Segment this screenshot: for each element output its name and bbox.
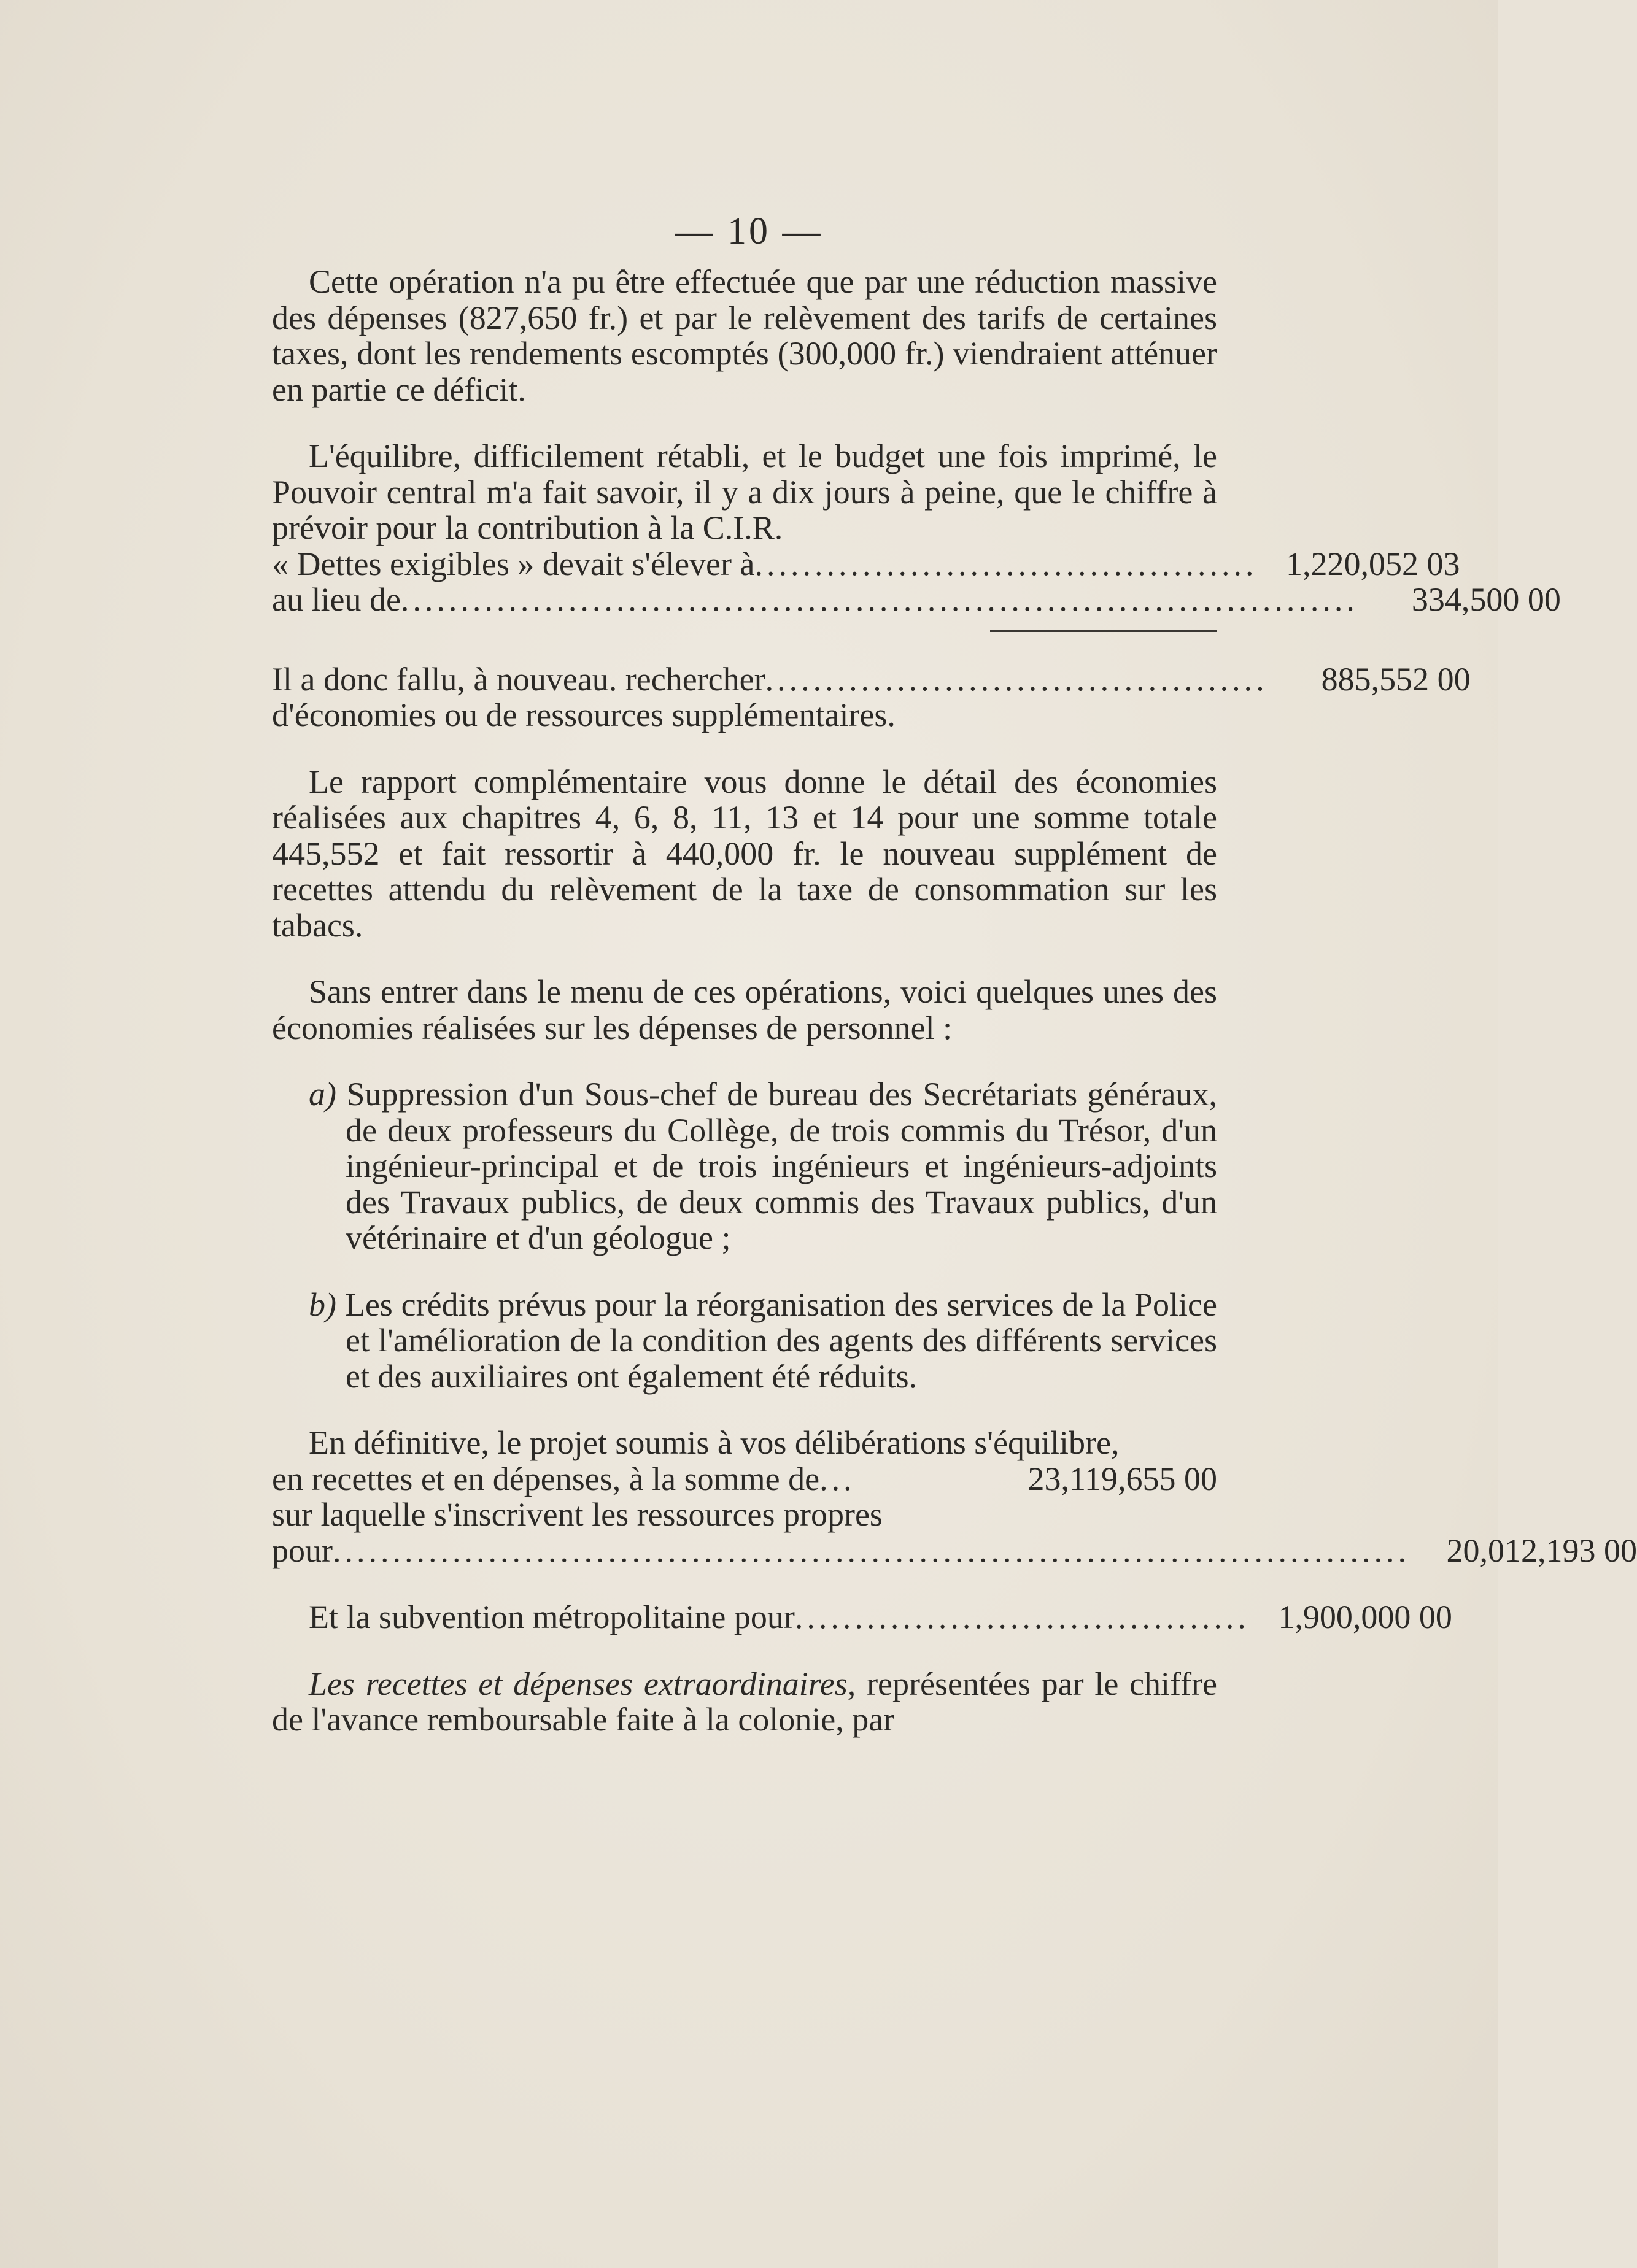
paragraph-sans-entrer: Sans entrer dans le menu de ces opérations, voici quelques unes des économies réalisées sur les dépenses de personnel : — [272, 973, 1217, 1046]
row-amount: 23,119,655 00 — [1027, 1460, 1217, 1497]
list-text-a: Suppression d'un Sous-chef de bureau des Secrétariats généraux, de deux professeurs du Collège, de trois commis du Trésor, d'un ingénieur-principal et de trois ingénieurs et ingénieurs-adjoints des Travaux publics, de deux commis des Travaux publics, d'un vétérinaire et d'un géologue ; — [346, 1076, 1217, 1256]
paragraph-rapport: Le rapport complémentaire vous donne le détail des économies réalisées aux chapitres 4, 6, 8, 11, 13 et 14 pour une somme totale 445,552 et fait ressortir à 440,000 fr. le nouveau supplément de recettes attendu du relèvement de la taxe de consommation sur les tabacs. — [272, 763, 1217, 944]
row-label: Et la subvention métropolitaine pour — [309, 1599, 795, 1635]
paragraph-extraordinaires-text: représentées par le chiffre de l'avance remboursable faite à la colonie, par — [272, 1665, 1217, 1738]
dot-leader: ... — [819, 1460, 856, 1497]
list-text-b: Les crédits prévus pour la réorganisation des services de la Police et l'amélioration de la condition des agents des différents services et des auxiliaires ont également été réduits. — [344, 1286, 1217, 1395]
row-amount: 334,500 00 — [1411, 581, 1561, 618]
dot-leader: .......................................... — [765, 660, 1268, 698]
row-label: Il a donc fallu, à nouveau. rechercher — [272, 660, 765, 698]
paragraph-equilibre — [272, 438, 1561, 733]
row-label: « Dettes exigibles » devait s'élever à — [272, 545, 755, 582]
paragraph-en-definitive — [272, 1424, 1637, 1569]
list-item-a — [272, 1076, 1217, 1256]
list-marker-b: b) — [309, 1286, 336, 1323]
paragraph-operation: Cette opération n'a pu être effectuée que par une réduction massive des dépenses (827,650 fr.) et par le relèvement des tarifs de certaines taxes, dont les rendements escomptés (300,000 fr.) viendraient atténuer en partie ce déficit. — [272, 263, 1217, 408]
row-subvention — [272, 1599, 1452, 1635]
row-label: au lieu de — [272, 581, 401, 618]
row-label: pour — [272, 1532, 333, 1569]
dot-leader: ...................................... — [794, 1599, 1250, 1635]
page-body — [272, 263, 1637, 1738]
row-il-a-donc-fallu — [272, 660, 1471, 698]
row-amount: 1,220,052 03 — [1285, 545, 1460, 582]
row-amount: 1,900,000 00 — [1278, 1599, 1452, 1635]
paragraph-ressources-propres: sur laquelle s'inscrivent les ressources propres — [272, 1496, 883, 1533]
dot-leader: ................................................................................ — [400, 581, 1358, 618]
italic-heading: Les recettes et dépenses extraordinaires, — [309, 1665, 856, 1702]
page-number: — 10 — — [675, 210, 823, 252]
row-amount: 20,012,193 00 — [1446, 1532, 1637, 1569]
paragraph-extraordinaires — [272, 1666, 1217, 1738]
row-pour — [272, 1532, 1637, 1569]
row-total-budget — [272, 1461, 1217, 1497]
dot-leader: .......................................................................................... — [332, 1532, 1410, 1569]
list-item-b — [272, 1287, 1217, 1395]
paragraph-economies-cont: d'économies ou de ressources supplémentaires. — [272, 696, 896, 733]
row-label: en recettes et en dépenses, à la somme de — [272, 1460, 820, 1497]
list-marker-a: a) — [309, 1076, 336, 1113]
row-au-lieu-de — [272, 581, 1561, 618]
row-dettes-exigibles — [272, 545, 1460, 582]
paragraph-en-definitive-lead: En définitive, le projet soumis à vos délibérations s'équilibre, — [309, 1424, 1120, 1461]
row-amount: 885,552 00 — [1321, 660, 1471, 698]
dot-leader: .......................................... — [754, 545, 1258, 582]
sum-rule — [990, 630, 1217, 632]
paragraph-equilibre-text: L'équilibre, difficilement rétabli, et le budget une fois imprimé, le Pouvoir central m'a fait savoir, il y a dix jours à peine, que le chiffre à prévoir pour la contribution à la C.I.R. — [272, 438, 1217, 546]
